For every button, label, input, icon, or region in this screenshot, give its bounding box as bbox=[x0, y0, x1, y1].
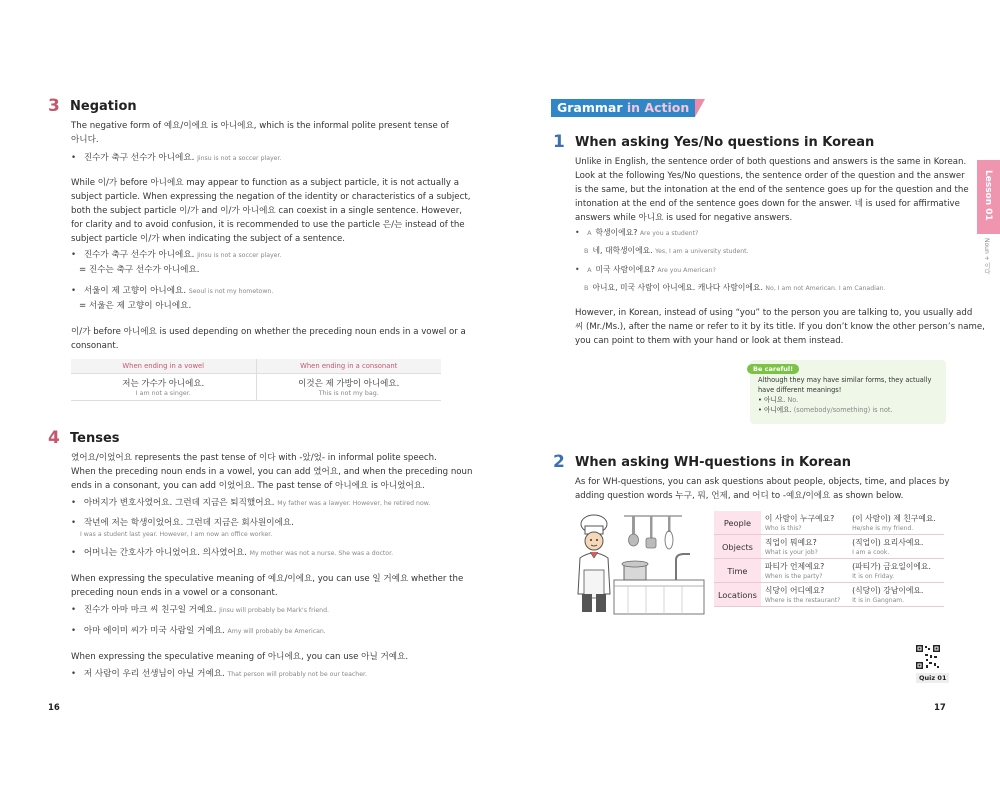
banner-text-in-action: in Action bbox=[622, 100, 690, 115]
be-careful-text bbox=[758, 375, 931, 415]
paragraph-line: you can point to them with your hand or look at them instead. bbox=[575, 336, 844, 346]
question-cell bbox=[761, 511, 848, 535]
answer-en: I am a cook. bbox=[852, 549, 890, 556]
paragraph-line: As for WH-questions, you can ask questions about people, objects, time, and places by bbox=[575, 477, 950, 487]
example-item bbox=[71, 516, 294, 530]
question-en: Are you American? bbox=[657, 267, 716, 274]
speaker-label: A bbox=[587, 266, 592, 274]
answer-line bbox=[575, 244, 749, 259]
careful-line: have different meanings! bbox=[758, 386, 842, 394]
banner-tail-shape bbox=[695, 99, 705, 117]
table-row bbox=[714, 535, 944, 559]
example-ko: 아마 에이미 씨가 미국 사람일 거예요. bbox=[83, 626, 225, 636]
banner-text-grammar: Grammar bbox=[557, 100, 623, 115]
paragraph-line: When the preceding noun ends in a vowel, you can add 였어요, and when the preceding noun bbox=[71, 467, 473, 477]
paragraph bbox=[575, 155, 969, 225]
cell-ko: 저는 가수가 아니에요. bbox=[122, 378, 205, 389]
cell-ko: 이것은 제 가방이 아니에요. bbox=[298, 378, 400, 389]
section-title: Tenses bbox=[70, 431, 120, 446]
answer-cell bbox=[848, 511, 944, 535]
example-item bbox=[71, 248, 281, 263]
lesson-side-tab[interactable] bbox=[977, 160, 1000, 234]
example-item bbox=[71, 151, 281, 166]
question-en: When is the party? bbox=[764, 573, 823, 580]
question-en: Where is the restaurant? bbox=[764, 597, 841, 604]
paragraph-line: for clarity and to avoid confusion, it is recommended to use the particle 은/는 instead of the bbox=[71, 220, 465, 230]
wh-table-body bbox=[714, 511, 944, 607]
be-careful-box bbox=[750, 360, 946, 424]
equivalent-sentence: = 서울은 제 고향이 아니에요. bbox=[79, 301, 192, 311]
category-cell bbox=[714, 559, 761, 583]
be-careful-tag bbox=[747, 356, 799, 375]
question-ko: 식당이 어디예요? bbox=[764, 586, 825, 595]
stove-counter bbox=[614, 580, 704, 614]
paragraph-line: 이/가 before 아니에요 is used depending on whether the preceding noun ends in a vowel or a bbox=[71, 327, 466, 337]
question-en: What is your job? bbox=[764, 549, 818, 556]
speaker-label: B bbox=[584, 247, 589, 255]
category-label: Locations bbox=[718, 589, 757, 600]
answer-en: He/she is my friend. bbox=[852, 525, 914, 532]
section-title: When asking WH-questions in Korean bbox=[575, 455, 852, 470]
paragraph-line: The negative form of 예요/이에요 is 아니에요, which is the informal polite present tense of bbox=[71, 121, 449, 131]
paragraph-line: ends in a consonant, you can add 이었어요. The past tense of 아니에요 is 아니었어요. bbox=[71, 481, 425, 491]
answer-en: It is on Friday. bbox=[852, 573, 895, 580]
paragraph-line: While 이/가 before 아니에요 may appear to function as a subject particle, it is not actually a bbox=[71, 178, 459, 188]
page-number: 16 bbox=[48, 703, 60, 713]
paragraph-line: consonant. bbox=[71, 341, 119, 351]
careful-en: (somebody/something) is not. bbox=[793, 406, 893, 414]
section-number: 1 bbox=[553, 132, 565, 152]
answer-en: It is in Gangnam. bbox=[852, 597, 905, 604]
example-ko: 진수가 아마 마크 씨 친구일 거예요. bbox=[83, 605, 217, 615]
example-en: Jinsu will probably be Mark's friend. bbox=[219, 607, 329, 614]
whisk-icon bbox=[665, 516, 673, 549]
wh-question-table bbox=[714, 511, 944, 607]
example-ko: 서울이 제 고향이 아니에요. bbox=[83, 286, 187, 296]
answer-cell bbox=[848, 583, 944, 607]
answer-en: No, I am not American. I am Canadian. bbox=[765, 285, 886, 292]
faucet-icon bbox=[676, 554, 690, 580]
question-cell bbox=[761, 535, 848, 559]
answer-en: Yes, I am a university student. bbox=[655, 248, 749, 255]
example-ko: 진수가 축구 선수가 아니에요. bbox=[83, 153, 195, 163]
table-row bbox=[714, 511, 944, 535]
category-cell bbox=[714, 535, 761, 559]
example-en: I was a student last year. However, I am now an office worker. bbox=[80, 531, 273, 538]
ending-table bbox=[71, 359, 441, 401]
lesson-tab-label: Lesson 01 bbox=[983, 170, 993, 221]
section-title: When asking Yes/No questions in Korean bbox=[575, 135, 875, 150]
paragraph-line: When expressing the speculative meaning of 예요/이에요, you can use 일 거예요 whether the bbox=[71, 574, 464, 584]
paragraph-line: When expressing the speculative meaning of 아니에요, you can use 아닐 거예요. bbox=[71, 652, 409, 662]
be-careful-label: Be careful! bbox=[747, 364, 799, 374]
question-ko: 학생이에요? bbox=[595, 228, 638, 237]
question-en: Who is this? bbox=[764, 525, 802, 532]
careful-en: No. bbox=[787, 396, 799, 404]
answer-ko: (식당이) 강남이에요. bbox=[852, 586, 924, 595]
equivalent-sentence: = 진수는 축구 선수가 아니에요. bbox=[79, 265, 200, 275]
example-en: Amy will probably be American. bbox=[227, 628, 326, 635]
paragraph bbox=[575, 306, 985, 348]
question-ko: 직업이 뭐예요? bbox=[764, 538, 817, 547]
example-en: My father was a lawyer. However, he retired now. bbox=[277, 500, 431, 507]
section-number: 3 bbox=[48, 96, 60, 116]
careful-ko: 아니요. bbox=[764, 396, 786, 404]
answer-cell bbox=[848, 559, 944, 583]
example-en: My mother was not a nurse. She was a doctor. bbox=[249, 550, 394, 557]
example-en: Jinsu is not a soccer player. bbox=[197, 155, 282, 162]
category-label: People bbox=[723, 517, 752, 528]
paragraph-line: 였어요/이었어요 represents the past tense of 이다 with -았/었- in informal polite speech. bbox=[71, 453, 437, 463]
paragraph-line: answers while 아니요 is used for negative answers. bbox=[575, 213, 793, 223]
category-cell bbox=[714, 511, 761, 535]
example-item bbox=[71, 284, 273, 299]
example-ko: 진수가 축구 선수가 아니에요. bbox=[83, 250, 195, 260]
paragraph-line: 씨 (Mr./Ms.), after the name or refer to it by its title. If you don’t know the other person’s name, bbox=[575, 322, 985, 332]
paragraph bbox=[575, 475, 949, 503]
category-cell bbox=[714, 583, 761, 607]
table-header: When ending in a consonant bbox=[256, 359, 441, 373]
paragraph-line: However, in Korean, instead of using “you” to the person you are talking to, you usually add bbox=[575, 308, 973, 318]
careful-line: Although they may have similar forms, they actually bbox=[758, 376, 932, 384]
careful-bullet: • 아니에요. (somebody/something) is not. bbox=[758, 406, 893, 414]
paragraph bbox=[71, 176, 470, 246]
grammar-in-action-banner bbox=[551, 99, 705, 117]
speaker-label: B bbox=[584, 284, 589, 292]
answer-ko: (이 사람이) 제 친구예요. bbox=[852, 514, 936, 523]
example-ko: 저 사람이 우리 선생님이 아닐 거예요. bbox=[83, 669, 225, 679]
paragraph-line: Unlike in English, the sentence order of both questions and answers is the same in Korean. bbox=[575, 157, 967, 167]
cell-en: This is not my bag. bbox=[318, 389, 379, 397]
example-ko: 어머니는 간호사가 아니었어요. 의사였어요. bbox=[83, 548, 247, 558]
table-row bbox=[714, 559, 944, 583]
question-line bbox=[575, 226, 749, 241]
table-header: When ending in a vowel bbox=[71, 359, 256, 373]
example-item bbox=[71, 667, 367, 682]
paragraph-line: both the subject particle 이/가 and 이/가 아니에요 can coexist in a single sentence. However, bbox=[71, 206, 462, 216]
paragraph-line: subject particle. When expressing the negation of the identity or characteristics of a subject, bbox=[71, 192, 471, 202]
question-line bbox=[575, 263, 886, 278]
example-item bbox=[71, 546, 393, 561]
careful-bullet: • 아니요. No. bbox=[758, 396, 799, 404]
category-label: Objects bbox=[721, 541, 753, 552]
paragraph-line: intonation at the end of the sentence goes down for the answer. 네 is used for affirmative bbox=[575, 199, 960, 209]
speaker-label: A bbox=[587, 229, 592, 237]
example-ko: 아버지가 변호사였어요. 그런데 지금은 퇴직했어요. bbox=[83, 498, 275, 508]
answer-ko: 아니요, 미국 사람이 아니에요. 캐나다 사람이에요. bbox=[592, 283, 763, 292]
answer-ko: (파티가) 금요일이에요. bbox=[852, 562, 931, 571]
section-title: Negation bbox=[70, 99, 137, 114]
question-ko: 파티가 언제예요? bbox=[764, 562, 825, 571]
qa-example bbox=[575, 263, 886, 296]
ladle-icon bbox=[646, 516, 656, 548]
paragraph bbox=[71, 451, 472, 493]
section-number: 4 bbox=[48, 428, 60, 448]
lesson-subtitle: Noun + 이다 bbox=[983, 238, 990, 275]
paragraph-line: is the same, but the intonation at the end of the sentence goes up for the question and the bbox=[575, 185, 969, 195]
section-number: 2 bbox=[553, 452, 565, 472]
pot-icon bbox=[622, 561, 648, 580]
question-ko: 이 사람이 누구예요? bbox=[764, 514, 835, 523]
question-cell bbox=[761, 559, 848, 583]
paragraph-line: adding question words 누구, 뭐, 언제, and 어디 to -예요/이에요 as shown below. bbox=[575, 491, 904, 501]
paragraph bbox=[71, 572, 463, 600]
answer-ko: (직업이) 요리사예요. bbox=[852, 538, 924, 547]
banner-label bbox=[551, 99, 695, 117]
answer-cell bbox=[848, 535, 944, 559]
table-cell bbox=[71, 373, 256, 400]
category-label: Time bbox=[727, 565, 748, 576]
paragraph-line: 아니다. bbox=[71, 135, 99, 145]
answer-ko: 네, 대학생이에요. bbox=[592, 246, 653, 255]
chef-figure bbox=[578, 515, 610, 612]
cell-en: I am not a singer. bbox=[135, 389, 191, 397]
right-page bbox=[500, 0, 1000, 800]
table-row bbox=[714, 583, 944, 607]
paragraph-line: preceding noun ends in a vowel or a consonant. bbox=[71, 588, 278, 598]
paragraph-line: Look at the following Yes/No questions, the sentence order of the question and the answer bbox=[575, 171, 965, 181]
example-item bbox=[71, 624, 326, 639]
question-ko: 미국 사람이에요? bbox=[595, 265, 655, 274]
spatula-icon bbox=[629, 516, 639, 546]
quiz-label: Quiz 01 bbox=[916, 673, 949, 683]
example-ko: 작년에 저는 학생이었어요. 그런데 지금은 회사원이에요. bbox=[83, 518, 294, 528]
table-cell bbox=[256, 373, 441, 400]
careful-ko: 아니에요. bbox=[764, 406, 792, 414]
example-item bbox=[71, 496, 430, 511]
chef-illustration bbox=[572, 510, 712, 622]
question-en: Are you a student? bbox=[639, 230, 699, 237]
question-cell bbox=[761, 583, 848, 607]
example-item bbox=[71, 603, 329, 618]
example-en: Jinsu is not a soccer player. bbox=[197, 252, 282, 259]
qr-code-icon[interactable] bbox=[915, 644, 941, 670]
answer-line bbox=[575, 281, 886, 296]
paragraph-line: subject particle 이/가 when indicating the subject of a sentence. bbox=[71, 234, 346, 244]
page-number: 17 bbox=[934, 703, 946, 713]
example-en: That person will probably not be our teacher. bbox=[227, 671, 367, 678]
qa-example bbox=[575, 226, 749, 259]
example-en: Seoul is not my hometown. bbox=[188, 288, 274, 295]
